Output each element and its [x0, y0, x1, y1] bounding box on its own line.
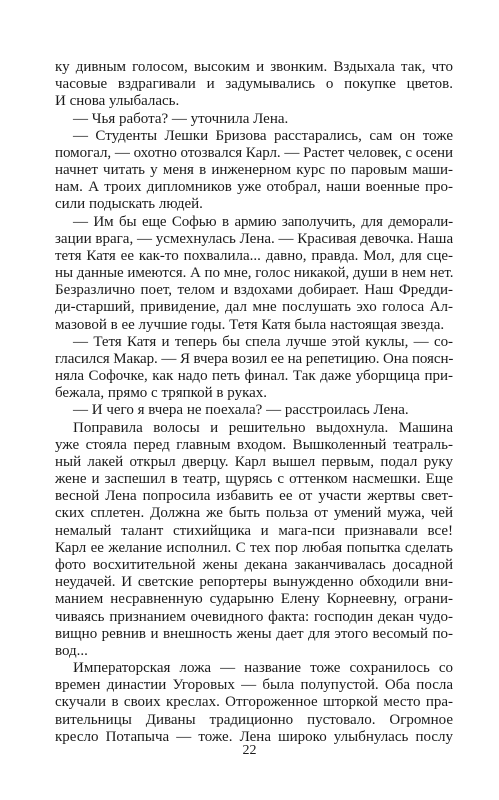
text-line: манием несравненную сударыню Елену Корнеевну, ограни-	[55, 591, 453, 608]
text-line: — Тетя Катя и теперь бы спела лучше этой куклы, — со-	[73, 333, 453, 350]
text-line: Поправила волосы и решительно выдохнула. Машина	[73, 419, 453, 436]
text-line: начнет читать у меня в инженерном курс по паровым маши-	[55, 162, 453, 179]
text-line: скучали в своих креслах. Отгороженное шторкой место пра-	[55, 694, 453, 711]
text-line: — И чего я вчера не поехала? — расстроилась Лена.	[73, 402, 409, 419]
text-line: — Студенты Лешки Бризова расстарались, сам он тоже	[73, 127, 453, 144]
text-line: ку дивным голосом, высоким и звонким. Вздыхала так, что	[55, 59, 453, 75]
text-line: Императорская ложа — название тоже сохранилось со	[73, 660, 453, 677]
text-line: ны данные имеются. А по мне, голос никакой, души в нем нет.	[55, 265, 454, 282]
text-line: мазовой в ее лучшие годы. Тетя Катя была настоящая звезда.	[55, 316, 445, 333]
text-line: ских сплетен. Должна же быть польза от умений мужа, чей	[55, 505, 453, 522]
text-line: часовые вздрагивали и задумывались о покупке цветов.	[55, 76, 453, 93]
text-line: вительницы Диваны традиционно пустовало. Огромное	[55, 711, 453, 728]
text-line: фото восхитительной жены декана заканчивалась досадной	[55, 556, 453, 573]
text-line: жене и заспешил в театр, щурясь с оттенком насмешки. Еще	[55, 471, 453, 488]
page-number: 22	[242, 743, 257, 758]
text-line: зации врага, — усмехнулась Лена. — Красивая девочка. Наша	[55, 230, 454, 247]
text-line: И снова улыбалась.	[55, 93, 180, 110]
text-line: сили подыскать людей.	[55, 196, 203, 213]
text-line: кресло Потапыча — тоже. Лена широко улыбнулась послу	[55, 728, 453, 745]
text-line: чиваясь признанием очевидного факта: господин декан чудо-	[55, 608, 453, 625]
text-line: времен династии Угоровых — была полупустой. Оба посла	[55, 677, 453, 694]
text-line: немалый талант стихийщика и мага-пси признавали все!	[55, 522, 453, 539]
text-line: уже стояла перед главным входом. Вышколенный театраль-	[55, 436, 453, 453]
text-line: вод...	[55, 642, 88, 659]
text-line: помогал, — охотно отозвался Карл. — Растет человек, с осени	[55, 144, 453, 161]
text-line: няла Софочке, как надо петь финал. Так даже уборщица при-	[55, 368, 453, 385]
text-line: — Им бы еще Софью в армию заполучить, для деморали-	[73, 213, 453, 230]
text-line: весной Лена попросила избавить ее от участи жертвы свет-	[55, 488, 453, 505]
text-line: тетя Катя ее как-то похвалила... давно, правда. Мол, для сце-	[55, 247, 453, 264]
text-line: нам. А троих дипломников уже отобрал, наши военные про-	[55, 179, 453, 196]
text-line: гласился Макар. — Я вчера возил ее на репетицию. Она поясн-	[55, 350, 454, 367]
text-line: ди-старший, привидение, дал мне послушать эхо голоса Ал-	[55, 299, 453, 316]
text-line: ный лакей открыл дверцу. Карл вышел первым, подал руку	[55, 453, 453, 470]
text-line: вищно ревнив и внешность жены дает для этого весомый по-	[55, 625, 453, 642]
text-line: — Чья работа? — уточнила Лена.	[73, 110, 289, 127]
text-line: бежала, прямо с тряпкой в руках.	[55, 385, 268, 402]
text-line: неудачей. И светские репортеры вынужденно обходили вни-	[55, 574, 453, 591]
text-line: Карл ее желание исполнил. С тех пор любая попытка сделать	[55, 539, 453, 556]
body-text	[55, 59, 453, 746]
text-line: Безразлично поет, телом и вздохами добирает. Наш Фредди-	[55, 282, 453, 299]
